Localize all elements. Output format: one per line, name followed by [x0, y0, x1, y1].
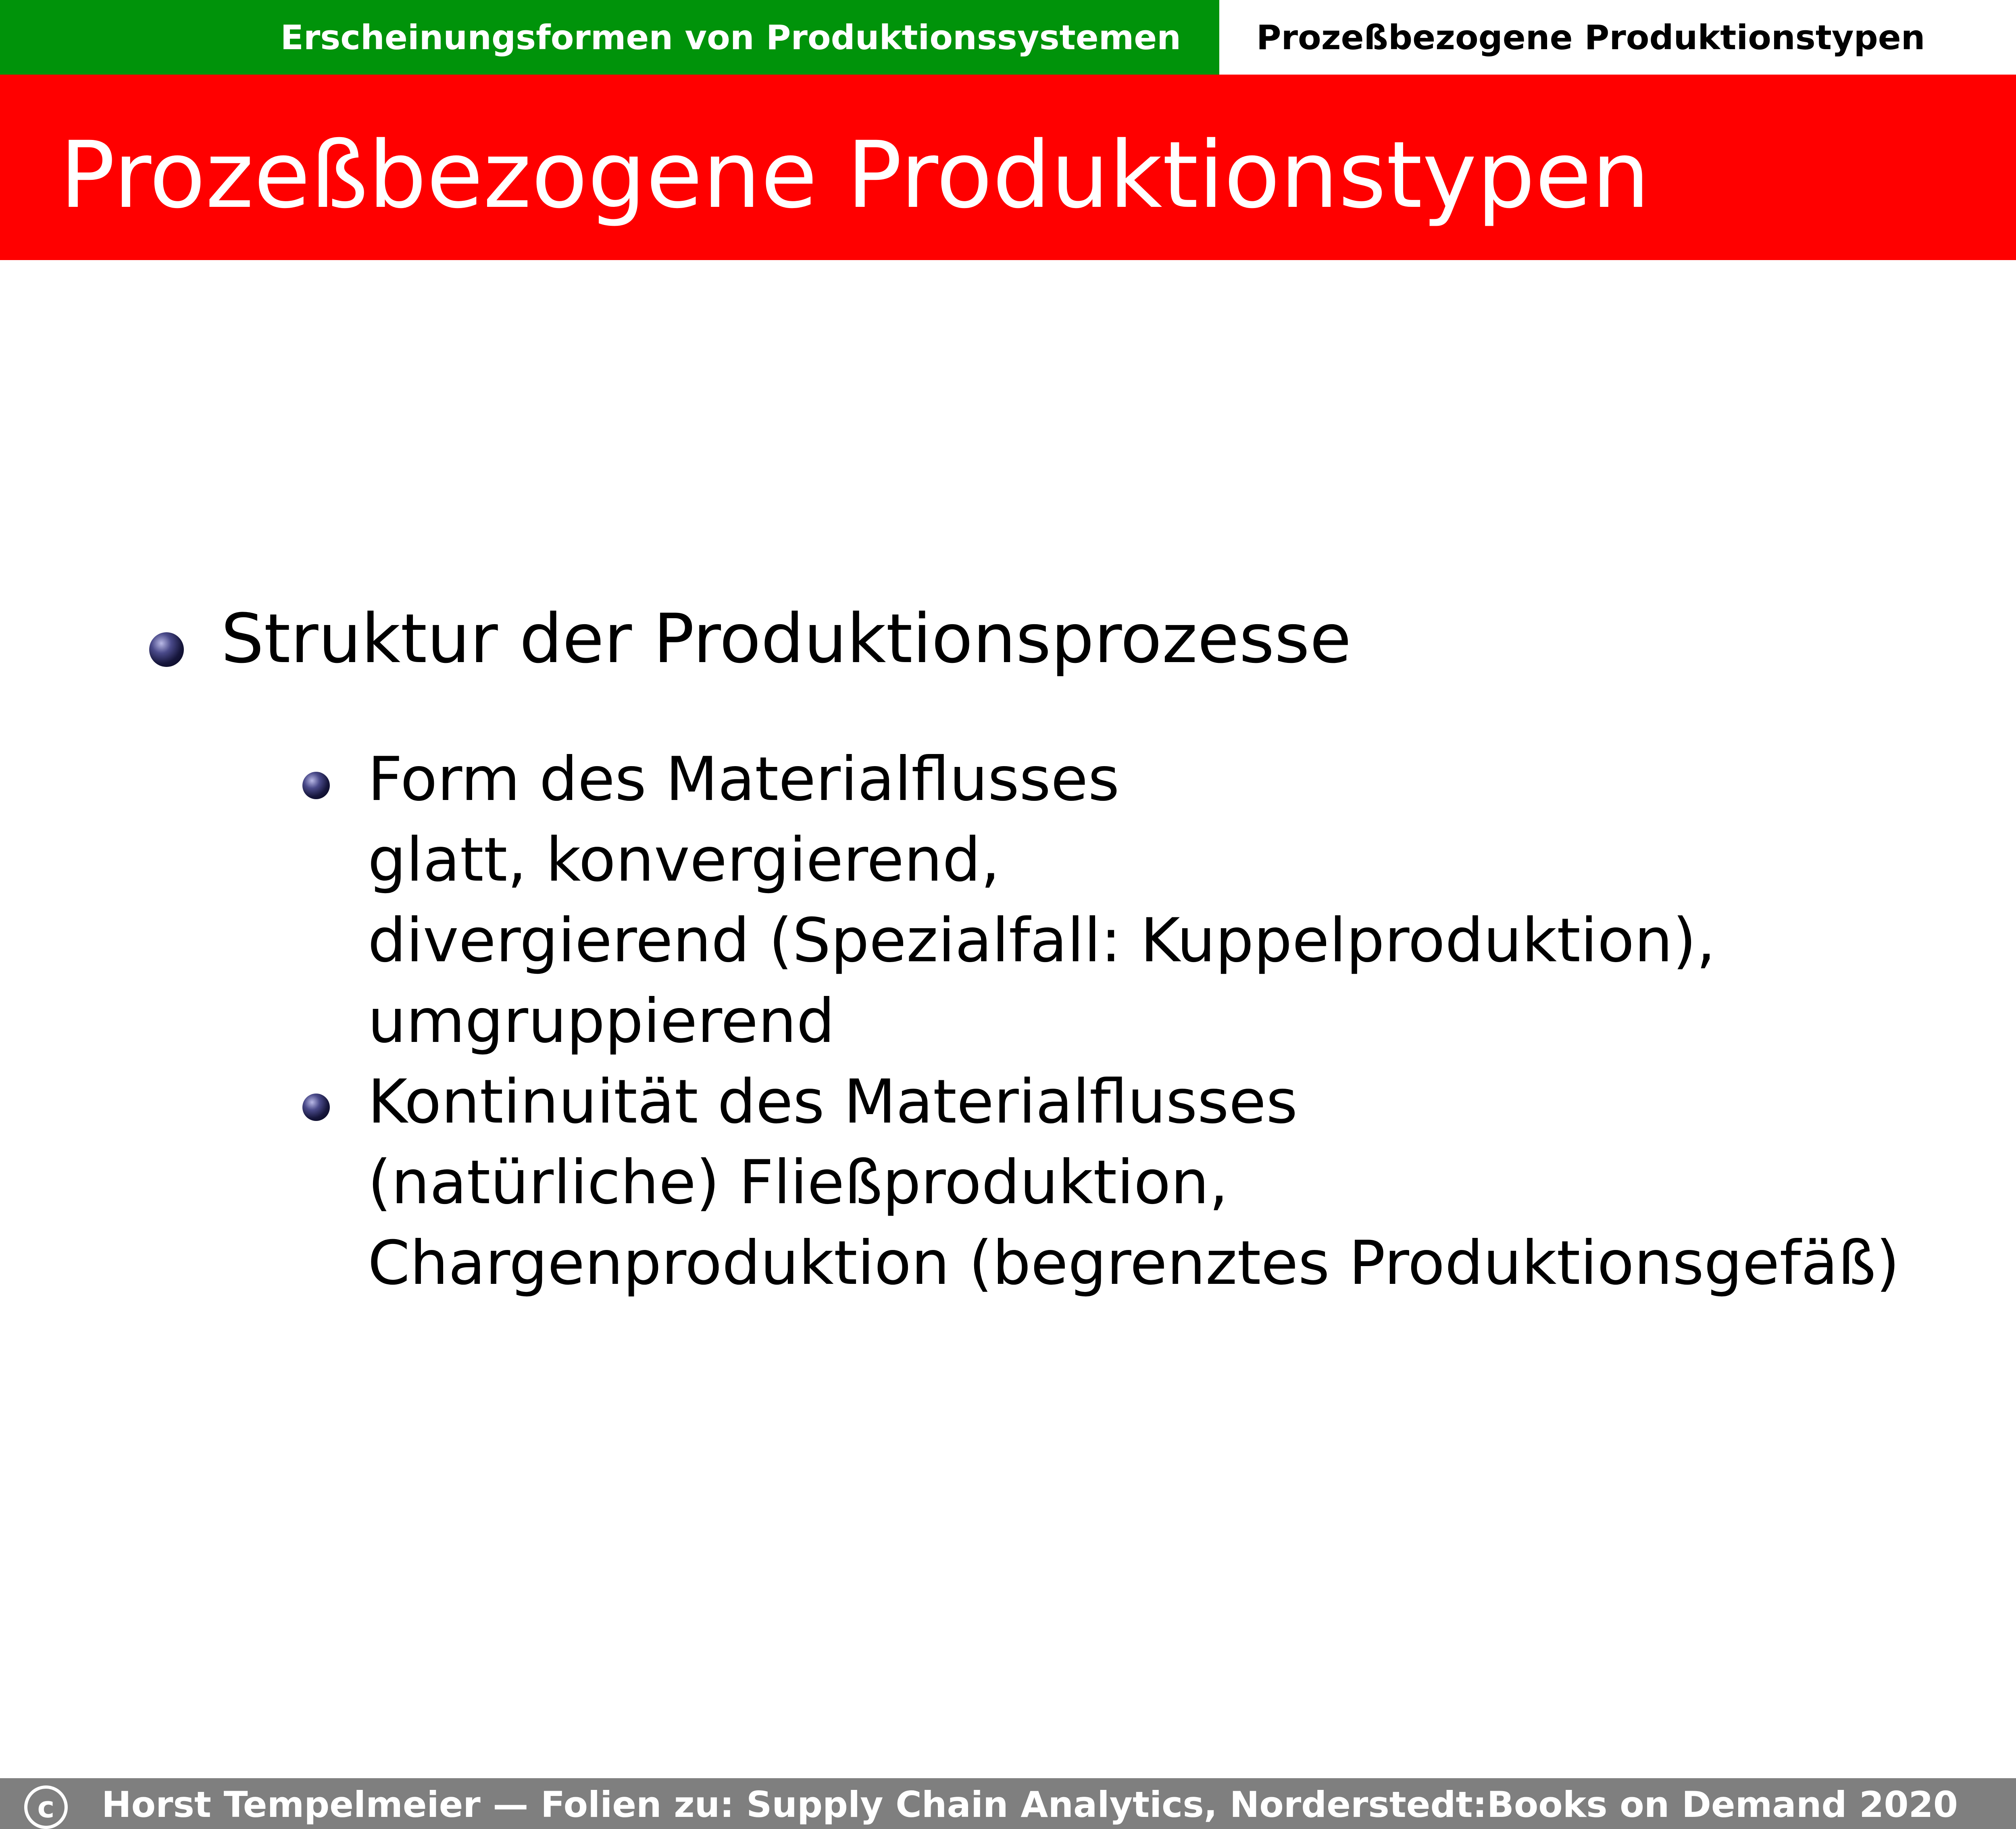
nav-section-label: Erscheinungsformen von Produktionssystemen	[280, 17, 1181, 57]
nav-subsection-label: Prozeßbezogene Produktionstypen	[1256, 17, 1925, 57]
sub-item-line: (natürliche) Fließproduktion,	[368, 1148, 1229, 1218]
bullet-ball-icon	[302, 772, 330, 799]
slide-title: Prozeßbezogene Produktionstypen	[60, 121, 1650, 229]
footer-citation: Horst Tempelmeier — Folien zu: Supply Chain Analytics, Norderstedt:Books on Demand 2020	[102, 1784, 1958, 1825]
sub-item-material-flow-continuity	[368, 1062, 1899, 1304]
sub-item-line: umgruppierend	[368, 986, 835, 1056]
title-bar	[0, 75, 2016, 260]
sub-item-material-flow-form	[368, 739, 1716, 1062]
copyright-icon: c	[24, 1785, 68, 1829]
sub-item-line: glatt, konvergierend,	[368, 825, 1000, 895]
sub-item-line: divergierend (Spezialfall: Kuppelproduktion),	[368, 906, 1716, 976]
nav-section-link[interactable]	[0, 0, 1219, 75]
sub-item-line: Chargenproduktion (begrenztes Produktionsgefäß)	[368, 1228, 1900, 1298]
bullet-ball-icon	[149, 632, 184, 667]
sub-item-heading: Form des Materialflusses	[368, 744, 1120, 815]
nav-subsection-link[interactable]	[1219, 0, 2016, 75]
footer-bar	[0, 1778, 2016, 1829]
sub-item-heading: Kontinuität des Materialflusses	[368, 1067, 1298, 1137]
bullet-ball-icon	[302, 1094, 330, 1121]
top-navigation-bar	[0, 0, 2016, 75]
main-bullet-text: Struktur der Produktionsprozesse	[221, 599, 1352, 678]
